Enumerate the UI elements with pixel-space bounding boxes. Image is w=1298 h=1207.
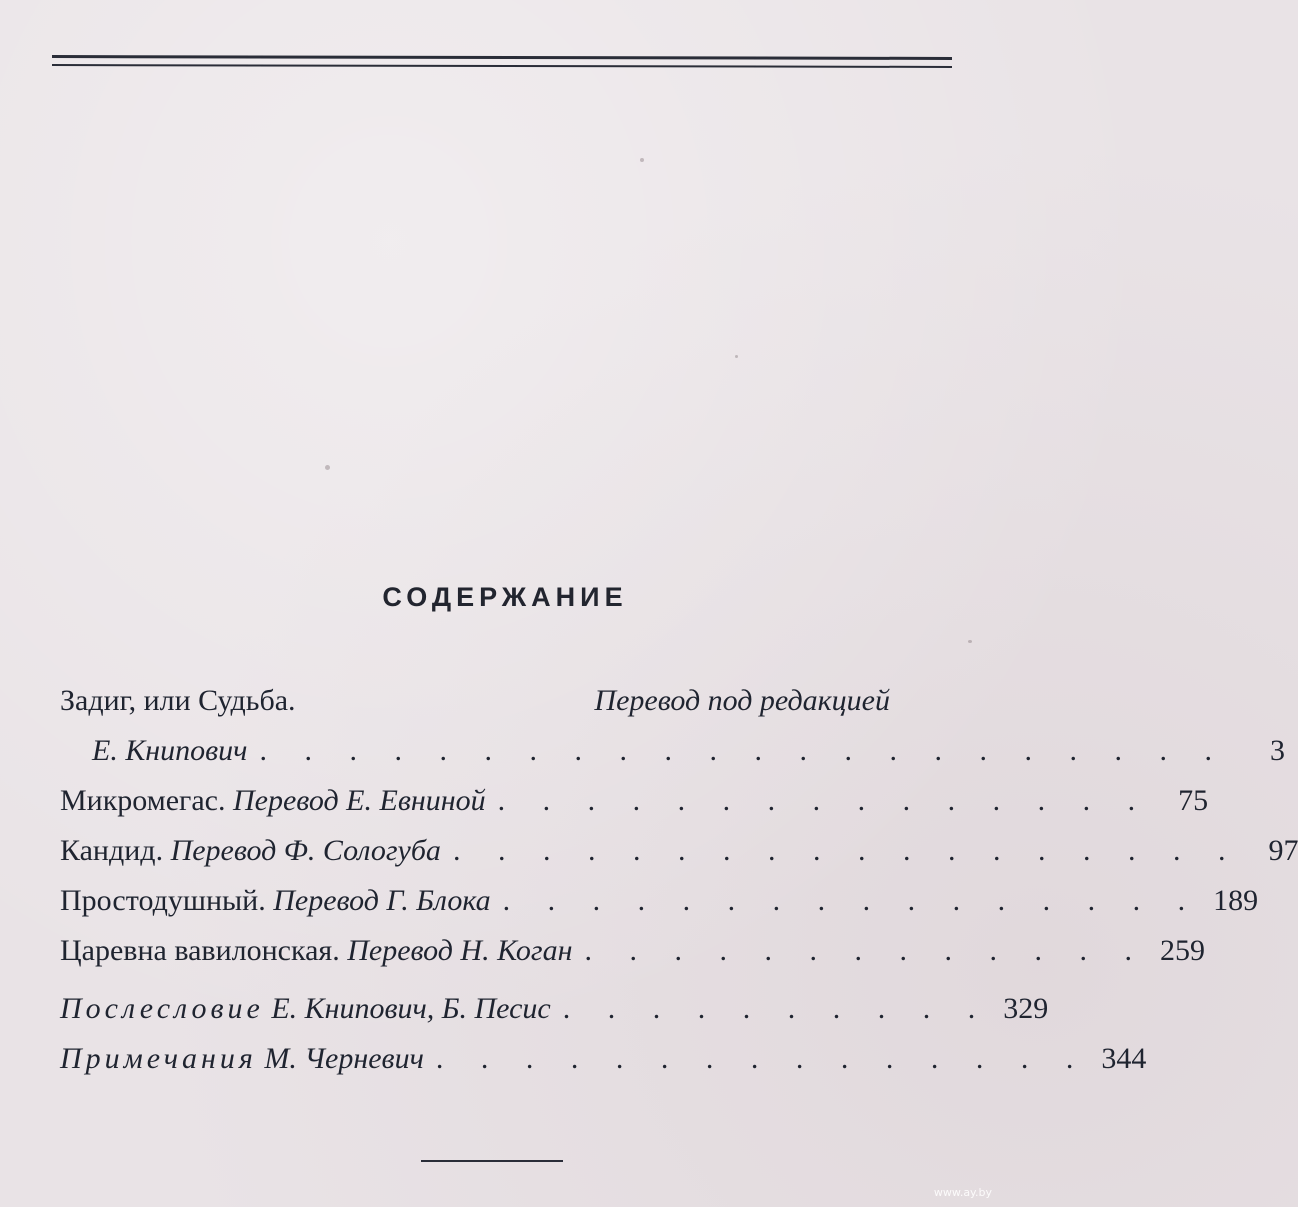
toc-leader-dots: . . . . . . . . . . . . . bbox=[584, 934, 1147, 967]
toc-page-number: 97 bbox=[1268, 834, 1298, 867]
toc-leader-dots: . . . . . . . . . . . . . . . bbox=[435, 1042, 1089, 1075]
toc-leader-dots: . . . . . . . . . . . . . . . . . . bbox=[452, 834, 1241, 867]
toc-leader-dots: . . . . . . . . . . bbox=[562, 992, 991, 1025]
toc-entry-candide bbox=[60, 826, 1298, 876]
toc-entry-translator: Перевод Ф. Сологуба bbox=[170, 834, 441, 867]
toc-entry-translator: Перевод под редакцией bbox=[594, 684, 890, 717]
toc-entry-micromegas bbox=[60, 776, 1209, 826]
toc-page-number: 3 bbox=[1269, 734, 1285, 767]
toc-entry-title: Послесловие bbox=[60, 992, 264, 1025]
toc-entry-ingenu bbox=[60, 876, 1259, 926]
toc-page-number: 189 bbox=[1213, 884, 1259, 917]
toc-entry-translator: Перевод Е. Евниной bbox=[232, 784, 486, 817]
toc-page-number: 259 bbox=[1159, 934, 1205, 967]
toc-entry-zadig-line-1 bbox=[60, 676, 890, 726]
table-of-contents bbox=[60, 676, 1298, 1084]
toc-entry-author: М. Черневич bbox=[264, 1042, 424, 1075]
toc-entry-afterword bbox=[60, 984, 1049, 1034]
paper-speck bbox=[968, 640, 972, 643]
toc-entry-notes bbox=[60, 1034, 1147, 1084]
toc-leader-dots: . . . . . . . . . . . . . . . . . . . . . . bbox=[259, 734, 1227, 767]
toc-entry-zadig-line-2 bbox=[60, 726, 1285, 776]
bottom-rule bbox=[421, 1160, 563, 1162]
toc-entry-title: Примечания bbox=[60, 1042, 257, 1075]
contents-heading: СОДЕРЖАНИЕ bbox=[382, 582, 628, 612]
toc-entry-title: Простодушный. bbox=[60, 884, 266, 917]
top-double-rule bbox=[52, 56, 952, 70]
paper-speck bbox=[640, 158, 644, 162]
paper-speck bbox=[325, 465, 330, 470]
toc-leader-dots: . . . . . . . . . . . . . . . . bbox=[502, 884, 1201, 917]
toc-entry-title: Микромегас. bbox=[60, 784, 226, 817]
toc-entry-translator: Е. Книпович bbox=[92, 734, 248, 767]
top-rule-thin-line bbox=[52, 64, 952, 67]
toc-entry-translator: Перевод Г. Блока bbox=[273, 884, 491, 917]
toc-entry-title: Царевна вавилонская. bbox=[60, 934, 340, 967]
toc-page-number: 75 bbox=[1178, 784, 1209, 817]
toc-page-number: 329 bbox=[1003, 992, 1049, 1025]
toc-page-number: 344 bbox=[1101, 1042, 1147, 1075]
toc-leader-dots: . . . . . . . . . . . . . . . bbox=[497, 784, 1151, 817]
toc-entry-author: Е. Книпович, Б. Песис bbox=[271, 992, 551, 1025]
paper-speck bbox=[735, 355, 738, 358]
toc-entry-title: Задиг, или Судьба. bbox=[60, 684, 296, 717]
top-rule-thick-line bbox=[52, 55, 952, 60]
toc-entry-translator: Перевод Н. Коган bbox=[347, 934, 573, 967]
watermark: www.ay.by bbox=[933, 1186, 992, 1199]
toc-entry-princess-babylon bbox=[60, 926, 1205, 976]
toc-entry-title: Кандид. bbox=[60, 834, 164, 867]
